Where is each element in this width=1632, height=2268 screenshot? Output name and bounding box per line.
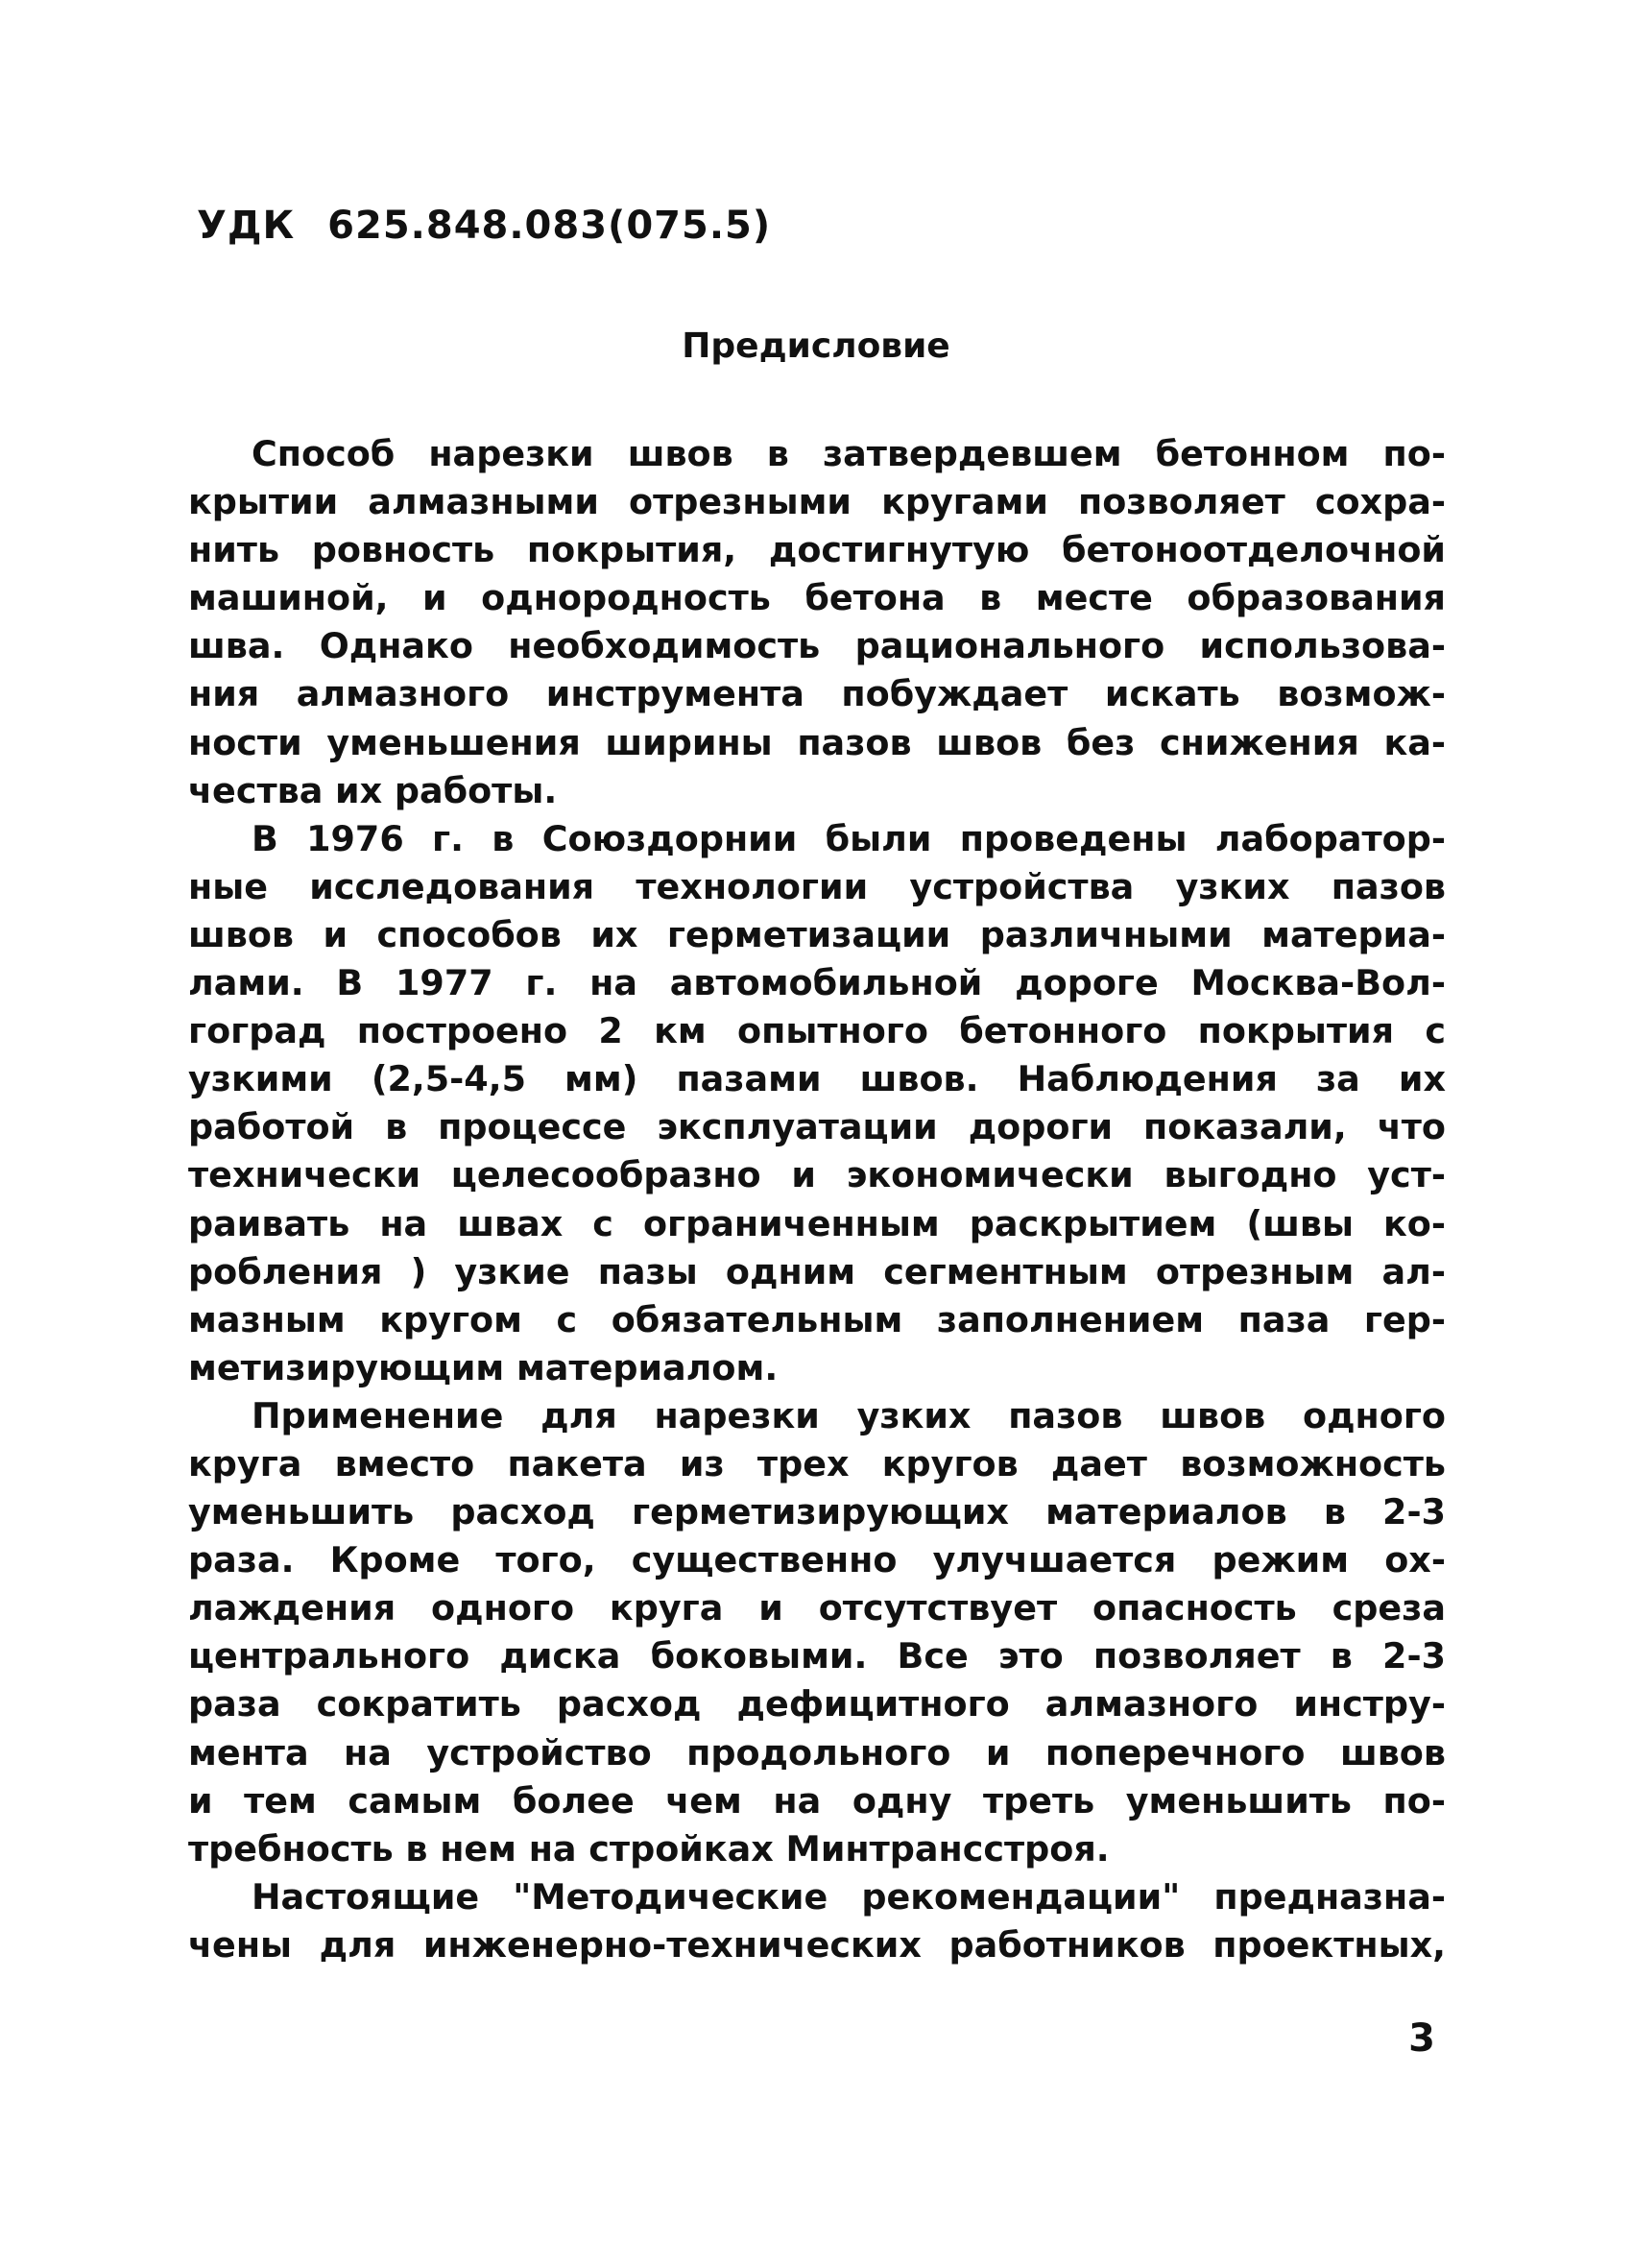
paragraph-3 [188,1392,1446,1873]
text-line: ния алмазного инструмента побуждает искать возмож- [188,673,1446,715]
text-line: раза. Кроме того, существенно улучшается режим ох- [188,1539,1446,1581]
udk-label: УДК [197,204,296,248]
text-line: требность в нем на стройках Минтрансстроя. [188,1827,1110,1870]
text-line: Применение для нарезки узких пазов швов одного [252,1394,1446,1436]
paragraph-2 [188,815,1446,1392]
text-line: ности уменьшения ширины пазов швов без снижения ка- [188,721,1446,763]
text-line: гоград построено 2 км опытного бетонного покрытия с [188,1010,1446,1052]
text-line: лаждения одного круга и отсутствует опасность среза [188,1587,1446,1629]
text-line: узкими (2,5-4,5 мм) пазами швов. Наблюдения за их [188,1058,1446,1100]
text-line: раза сократить расход дефицитного алмазного инстру- [188,1683,1446,1725]
page-number: 3 [1408,2016,1435,2061]
text-line: работой в процессе эксплуатации дороги показали, что [188,1106,1446,1148]
paragraph-4 [188,1873,1446,1969]
udk-number: 625.848.083(075.5) [327,204,772,248]
text-line: В 1976 г. в Союздорнии были проведены лаборатор- [252,817,1446,859]
text-line: и тем самым более чем на одну треть уменьшить по- [188,1779,1446,1822]
text-line: технически целесообразно и экономически выгодно уст- [188,1154,1446,1196]
text-line: швов и способов их герметизации различными материа- [188,913,1446,955]
text-line: Способ нарезки швов в затвердевшем бетонном по- [252,433,1446,474]
text-line: круга вместо пакета из трех кругов дает возможность [188,1442,1446,1484]
heading-text: Предисловие [682,326,950,366]
page-title [0,326,1632,366]
text-line: уменьшить расход герметизирующих материалов в 2-3 [188,1491,1446,1533]
text-line: мента на устройство продольного и поперечного швов [188,1731,1446,1773]
paragraph-1 [188,430,1446,815]
text-line: шва. Однако необходимость рационального использова- [188,625,1446,667]
text-line: лами. В 1977 г. на автомобильной дороге Москва-Вол- [188,962,1446,1004]
body-text [188,430,1446,1969]
text-line: мазным кругом с обязательным заполнением паза гер- [188,1298,1446,1340]
text-line: ные исследования технологии устройства узких пазов [188,865,1446,907]
text-line: Настоящие "Методические рекомендации" предназна- [252,1875,1446,1918]
text-line: крытии алмазными отрезными кругами позволяет сохра- [188,481,1446,523]
text-line: робления ) узкие пазы одним сегментным отрезным ал- [188,1250,1446,1292]
text-line: машиной, и однородность бетона в месте образования [188,577,1446,619]
udk-code [197,204,771,248]
text-line: центрального диска боковыми. Все это позволяет в 2-3 [188,1635,1446,1677]
text-line: чены для инженерно-технических работников проектных, [188,1923,1446,1966]
text-line: чества их работы. [188,769,558,811]
text-line: метизирующим материалом. [188,1346,779,1388]
text-line: раивать на швах с ограниченным раскрытием (швы ко- [188,1202,1446,1244]
text-line: нить ровность покрытия, достигнутую бетоноотделочной [188,529,1446,571]
